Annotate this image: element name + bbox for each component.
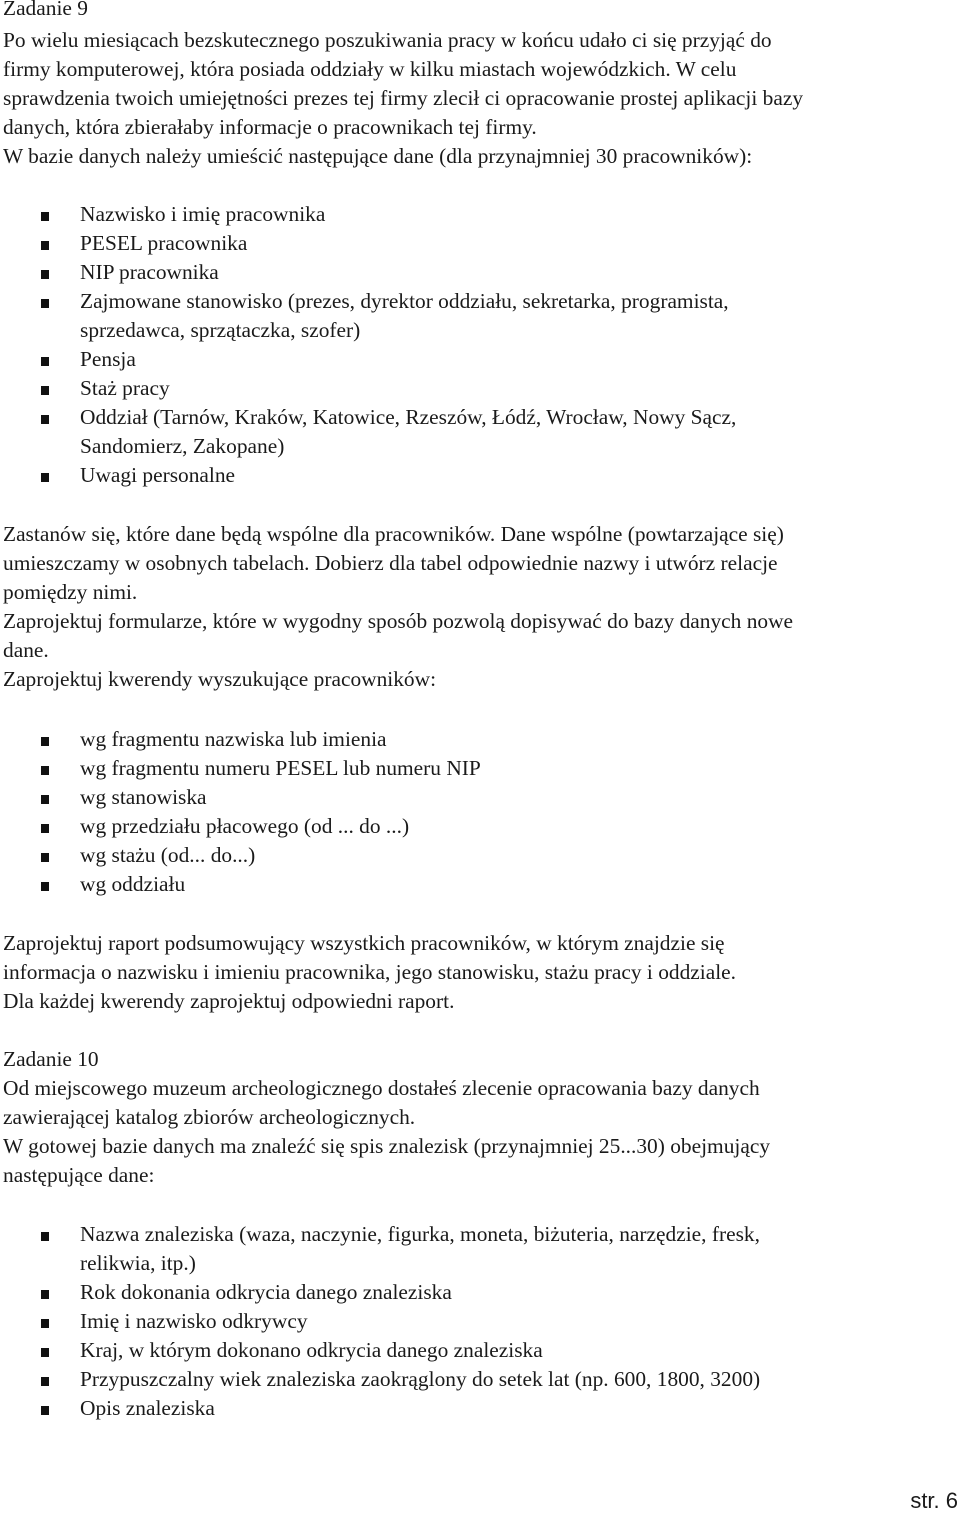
task9-field-1: Nazwisko i imię pracownika <box>80 202 326 226</box>
task9-field-7-cont: Sandomierz, Zakopane) <box>80 434 285 458</box>
task10-field-2: Rok dokonania odkrycia danego znaleziska <box>80 1280 452 1304</box>
bullet-icon <box>41 1232 49 1241</box>
bullet-icon <box>41 386 49 395</box>
task9-middle-line-5: dane. <box>3 638 49 662</box>
task9-field-2: PESEL pracownika <box>80 231 248 255</box>
task9-query-3: wg stanowiska <box>80 785 207 809</box>
bullet-icon <box>41 1377 49 1386</box>
bullet-icon <box>41 415 49 424</box>
task9-field-3: NIP pracownika <box>80 260 219 284</box>
task10-heading: Zadanie 10 <box>3 1047 99 1071</box>
bullet-icon <box>41 737 49 746</box>
bullet-icon <box>41 824 49 833</box>
task10-intro-line-4: następujące dane: <box>3 1163 155 1187</box>
task10-field-1: Nazwa znaleziska (waza, naczynie, figurka, moneta, biżuteria, narzędzie, fresk, <box>80 1222 760 1246</box>
task9-query-5: wg stażu (od... do...) <box>80 843 256 867</box>
task10-field-6: Opis znaleziska <box>80 1396 215 1420</box>
bullet-icon <box>41 1290 49 1299</box>
bullet-icon <box>41 1406 49 1415</box>
bullet-icon <box>41 766 49 775</box>
bullet-icon <box>41 1319 49 1328</box>
task9-field-4: Zajmowane stanowisko (prezes, dyrektor oddziału, sekretarka, programista, <box>80 289 729 313</box>
bullet-icon <box>41 299 49 308</box>
task10-field-3: Imię i nazwisko odkrywcy <box>80 1309 308 1333</box>
task10-field-4: Kraj, w którym dokonano odkrycia danego znaleziska <box>80 1338 543 1362</box>
task10-field-1-cont: relikwia, itp.) <box>80 1251 196 1275</box>
task9-query-2: wg fragmentu numeru PESEL lub numeru NIP <box>80 756 481 780</box>
task10-intro-line-1: Od miejscowego muzeum archeologicznego dostałeś zlecenie opracowania bazy danych <box>3 1076 760 1100</box>
task9-middle-line-2: umieszczamy w osobnych tabelach. Dobierz dla tabel odpowiednie nazwy i utwórz relacje <box>3 551 778 575</box>
task9-field-8: Uwagi personalne <box>80 463 236 487</box>
task9-query-4: wg przedziału płacowego (od ... do ...) <box>80 814 410 838</box>
task9-intro-line-1: Po wielu miesiącach bezskutecznego poszukiwania pracy w końcu udało ci się przyjąć do <box>3 28 772 52</box>
task9-intro-line-2: firmy komputerowej, która posiada oddziały w kilku miastach wojewódzkich. W celu <box>3 57 737 81</box>
task9-query-1: wg fragmentu nazwiska lub imienia <box>80 727 387 751</box>
task9-field-4-cont: sprzedawca, sprzątaczka, szofer) <box>80 318 361 342</box>
task9-middle-line-3: pomiędzy nimi. <box>3 580 138 604</box>
task10-intro-line-2: zawierającej katalog zbiorów archeologicznych. <box>3 1105 416 1129</box>
page-number: str. 6 <box>910 1488 958 1513</box>
bullet-icon <box>41 1348 49 1357</box>
task9-query-6: wg oddziału <box>80 872 186 896</box>
task9-intro-line-3: sprawdzenia twoich umiejętności prezes tej firmy zlecił ci opracowanie prostej aplikacji bazy <box>3 86 804 110</box>
bullet-icon <box>41 241 49 250</box>
task9-report-line-2: informacja o nazwisku i imieniu pracownika, jego stanowisku, stażu pracy i oddziale. <box>3 960 737 984</box>
task9-field-5: Pensja <box>80 347 136 371</box>
task9-middle-line-1: Zastanów się, które dane będą wspólne dla pracowników. Dane wspólne (powtarzające się) <box>3 522 784 546</box>
bullet-icon <box>41 795 49 804</box>
task10-field-5: Przypuszczalny wiek znaleziska zaokrąglony do setek lat (np. 600, 1800, 3200) <box>80 1367 761 1391</box>
task9-report-line-1: Zaprojektuj raport podsumowujący wszystkich pracowników, w którym znajdzie się <box>3 931 725 955</box>
task9-intro-line-4: danych, która zbierałaby informacje o pracownikach tej firmy. <box>3 115 537 139</box>
task9-intro-line-5: W bazie danych należy umieścić następujące dane (dla przynajmniej 30 pracowników): <box>3 144 753 168</box>
bullet-icon <box>41 357 49 366</box>
bullet-icon <box>41 853 49 862</box>
task9-field-6: Staż pracy <box>80 376 170 400</box>
task9-heading: Zadanie 9 <box>3 0 88 20</box>
bullet-icon <box>41 882 49 891</box>
task9-middle-line-4: Zaprojektuj formularze, które w wygodny sposób pozwolą dopisywać do bazy danych nowe <box>3 609 794 633</box>
task9-field-7: Oddział (Tarnów, Kraków, Katowice, Rzeszów, Łódź, Wrocław, Nowy Sącz, <box>80 405 737 429</box>
task10-intro-line-3: W gotowej bazie danych ma znaleźć się spis znalezisk (przynajmniej 25...30) obejmujący <box>3 1134 771 1158</box>
bullet-icon <box>41 270 49 279</box>
bullet-icon <box>41 212 49 221</box>
task9-report-line-3: Dla każdej kwerendy zaprojektuj odpowiedni raport. <box>3 989 455 1013</box>
bullet-icon <box>41 473 49 482</box>
task9-middle-line-6: Zaprojektuj kwerendy wyszukujące pracowników: <box>3 667 437 691</box>
